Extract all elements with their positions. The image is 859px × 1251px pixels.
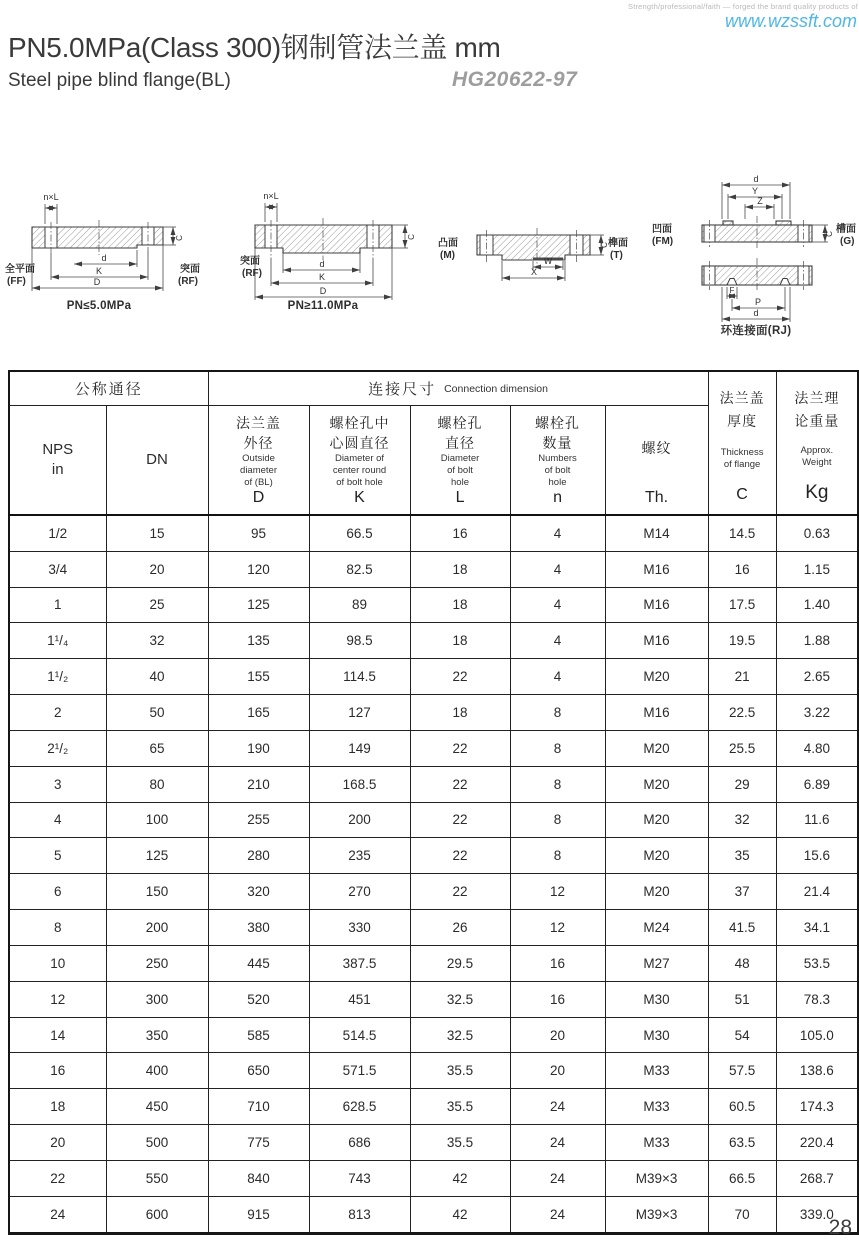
table-cell: 25 xyxy=(106,587,208,623)
table-cell: 25.5 xyxy=(708,730,776,766)
face-label-m-cn: 凸面 xyxy=(438,238,458,249)
table-cell: 400 xyxy=(106,1053,208,1089)
table-cell: 2 xyxy=(9,695,106,731)
table-row xyxy=(9,838,858,874)
dim-label-p: P xyxy=(754,297,762,307)
table-row xyxy=(9,1161,858,1197)
table-cell: 34.1 xyxy=(776,910,858,946)
table-cell: 8 xyxy=(510,695,605,731)
table-cell: 350 xyxy=(106,1017,208,1053)
dim-label-c: C xyxy=(825,231,834,237)
table-cell: 235 xyxy=(309,838,410,874)
dim-label-d-top: d xyxy=(753,174,759,184)
table-cell: 18 xyxy=(410,695,510,731)
table-cell: 4 xyxy=(510,551,605,587)
flange-dimension-table xyxy=(8,370,859,1235)
table-cell: 600 xyxy=(106,1196,208,1233)
table-cell: 6.89 xyxy=(776,766,858,802)
header-col-thread: 螺纹 Th. xyxy=(605,406,708,515)
table-cell: 200 xyxy=(106,910,208,946)
table-cell: 20 xyxy=(9,1125,106,1161)
table-cell: 35.5 xyxy=(410,1089,510,1125)
table-row xyxy=(9,1089,858,1125)
table-cell: 24 xyxy=(510,1125,605,1161)
face-label-g-code: (G) xyxy=(840,236,855,247)
table-cell: 255 xyxy=(208,802,309,838)
table-cell: 24 xyxy=(9,1196,106,1233)
dim-label-z: Z xyxy=(757,196,763,206)
table-row xyxy=(9,730,858,766)
face-label-rf-code: (RF) xyxy=(242,268,262,279)
table-cell: 24 xyxy=(510,1089,605,1125)
table-row xyxy=(9,1125,858,1161)
table-row xyxy=(9,766,858,802)
drawing-geometry xyxy=(32,204,176,291)
table-cell: 48 xyxy=(708,945,776,981)
table-cell: 80 xyxy=(106,766,208,802)
table-cell: 15 xyxy=(106,515,208,551)
table-cell: 10 xyxy=(9,945,106,981)
page-title: PN5.0MPa(Class 300)钢制管法兰盖 mm xyxy=(8,32,501,63)
table-cell: 268.7 xyxy=(776,1161,858,1197)
table-cell: 8 xyxy=(510,766,605,802)
table-cell: 18 xyxy=(9,1089,106,1125)
table-cell: M20 xyxy=(605,838,708,874)
table-cell: 24 xyxy=(510,1196,605,1233)
table-cell: M16 xyxy=(605,587,708,623)
table-cell: 168.5 xyxy=(309,766,410,802)
brand-slogan: Strength/professional/faith — forged the brand quality products of xyxy=(628,2,858,11)
table-cell: 451 xyxy=(309,981,410,1017)
table-row xyxy=(9,945,858,981)
table-cell: 4 xyxy=(9,802,106,838)
table-cell: 127 xyxy=(309,695,410,731)
table-cell: 42 xyxy=(410,1161,510,1197)
table-cell: M16 xyxy=(605,551,708,587)
table-cell: 4 xyxy=(510,623,605,659)
page-subtitle: Steel pipe blind flange(BL) xyxy=(8,70,231,91)
table-cell: M16 xyxy=(605,623,708,659)
table-cell: 650 xyxy=(208,1053,309,1089)
table-cell: 775 xyxy=(208,1125,309,1161)
dim-label-c: C xyxy=(407,234,416,240)
dim-label-d: d xyxy=(101,253,107,263)
table-cell: 32.5 xyxy=(410,1017,510,1053)
dim-label-w: W xyxy=(543,256,553,266)
table-cell: 190 xyxy=(208,730,309,766)
header-col-thickness: 法兰盖 厚度 Thickness of flange C xyxy=(708,371,776,515)
header-col-K: 螺栓孔中 心圆直径 Diameter of center round of bolt hole K xyxy=(309,406,410,515)
table-cell: 149 xyxy=(309,730,410,766)
table-cell: 78.3 xyxy=(776,981,858,1017)
table-cell: 35 xyxy=(708,838,776,874)
table-cell: 165 xyxy=(208,695,309,731)
table-row xyxy=(9,623,858,659)
drawing-flange-fm-g-rj xyxy=(652,174,859,352)
table-cell: M27 xyxy=(605,945,708,981)
face-label-rf-cn: 突面 xyxy=(180,264,200,275)
face-label-rf-code: (RF) xyxy=(178,276,198,287)
table-cell: 22 xyxy=(410,730,510,766)
table-row xyxy=(9,1053,858,1089)
table-cell: 57.5 xyxy=(708,1053,776,1089)
table-cell: 3.22 xyxy=(776,695,858,731)
table-cell: 1 xyxy=(9,587,106,623)
table-cell: 1.88 xyxy=(776,623,858,659)
table-cell: 4.80 xyxy=(776,730,858,766)
table-cell: 15.6 xyxy=(776,838,858,874)
table-row xyxy=(9,802,858,838)
table-cell: 114.5 xyxy=(309,659,410,695)
dim-label-nxl: n×L xyxy=(263,191,279,201)
table-cell: 1¹/₂ xyxy=(9,659,106,695)
table-cell: 54 xyxy=(708,1017,776,1053)
dim-label-dd: D xyxy=(93,277,101,287)
table-cell: 210 xyxy=(208,766,309,802)
table-cell: 135 xyxy=(208,623,309,659)
dim-label-d: d xyxy=(319,259,325,269)
table-cell: 11.6 xyxy=(776,802,858,838)
face-label-g-cn: 槽面 xyxy=(836,224,856,235)
table-cell: 4 xyxy=(510,587,605,623)
table-cell: 32 xyxy=(106,623,208,659)
table-cell: M33 xyxy=(605,1089,708,1125)
dim-label-c: C xyxy=(175,235,184,241)
table-cell: 12 xyxy=(510,910,605,946)
table-row xyxy=(9,551,858,587)
table-cell: 174.3 xyxy=(776,1089,858,1125)
dim-label-nxl: n×L xyxy=(43,192,59,202)
table-cell: 95 xyxy=(208,515,309,551)
table-cell: 40 xyxy=(106,659,208,695)
table-cell: 20 xyxy=(510,1053,605,1089)
header-col-D: 法兰盖 外径 Outside diameter of (BL) D xyxy=(208,406,309,515)
table-cell: 89 xyxy=(309,587,410,623)
table-cell: 250 xyxy=(106,945,208,981)
table-cell: 320 xyxy=(208,874,309,910)
standard-number: HG20622-97 xyxy=(452,68,578,91)
drawing-flange-ff-rf xyxy=(4,180,216,345)
face-label-t-cn: 榫面 xyxy=(608,238,628,249)
header-connection-dimension: 连接尺寸 Connection dimension xyxy=(208,371,708,406)
table-cell: 29.5 xyxy=(410,945,510,981)
table-cell: 550 xyxy=(106,1161,208,1197)
table-cell: 1.15 xyxy=(776,551,858,587)
website-link[interactable]: www.wzssft.com xyxy=(724,11,857,31)
table-cell: 18 xyxy=(410,623,510,659)
table-cell: 17.5 xyxy=(708,587,776,623)
table-cell: 66.5 xyxy=(309,515,410,551)
table-cell: 98.5 xyxy=(309,623,410,659)
table-cell: 125 xyxy=(106,838,208,874)
table-cell: 50 xyxy=(106,695,208,731)
table-cell: 1/2 xyxy=(9,515,106,551)
figure-caption-pn5: PN≤5.0MPa xyxy=(66,300,132,312)
table-cell: 19.5 xyxy=(708,623,776,659)
table-cell: 20 xyxy=(106,551,208,587)
table-cell: M16 xyxy=(605,695,708,731)
table-cell: 29 xyxy=(708,766,776,802)
table-cell: 8 xyxy=(510,802,605,838)
table-body xyxy=(9,515,858,1233)
table-cell: 37 xyxy=(708,874,776,910)
table-cell: 2¹/₂ xyxy=(9,730,106,766)
table-cell: 125 xyxy=(208,587,309,623)
drawing-geometry xyxy=(255,203,408,300)
table-cell: 520 xyxy=(208,981,309,1017)
figure-caption-pn11: PN≥11.0MPa xyxy=(287,300,359,312)
table-cell: 22 xyxy=(410,659,510,695)
table-row xyxy=(9,910,858,946)
table-cell: 8 xyxy=(510,730,605,766)
table-cell: 35.5 xyxy=(410,1125,510,1161)
table-cell: 63.5 xyxy=(708,1125,776,1161)
table-cell: 66.5 xyxy=(708,1161,776,1197)
table-cell: 840 xyxy=(208,1161,309,1197)
table-cell: 387.5 xyxy=(309,945,410,981)
table-cell: 380 xyxy=(208,910,309,946)
table-cell: M33 xyxy=(605,1125,708,1161)
table-cell: M14 xyxy=(605,515,708,551)
table-row xyxy=(9,981,858,1017)
table-cell: 16 xyxy=(410,515,510,551)
table-row xyxy=(9,515,858,551)
table-cell: 22 xyxy=(410,874,510,910)
table-cell: M20 xyxy=(605,802,708,838)
table-row xyxy=(9,1196,858,1233)
table-cell: 813 xyxy=(309,1196,410,1233)
table-cell: 514.5 xyxy=(309,1017,410,1053)
table-cell: M20 xyxy=(605,766,708,802)
table-cell: M30 xyxy=(605,981,708,1017)
table-cell: 150 xyxy=(106,874,208,910)
dim-label-f: F xyxy=(729,286,735,295)
table-cell: M39×3 xyxy=(605,1196,708,1233)
drawing-geometry xyxy=(477,228,604,281)
table-cell: 16 xyxy=(9,1053,106,1089)
dim-label-k: K xyxy=(318,272,326,282)
table-cell: 1.40 xyxy=(776,587,858,623)
table-cell: 138.6 xyxy=(776,1053,858,1089)
dim-label-dd: D xyxy=(319,286,327,296)
table-cell: 585 xyxy=(208,1017,309,1053)
table-cell: 200 xyxy=(309,802,410,838)
table-cell: 32.5 xyxy=(410,981,510,1017)
table-cell: 120 xyxy=(208,551,309,587)
table-cell: 20 xyxy=(510,1017,605,1053)
face-label-fm-cn: 凹面 xyxy=(652,224,672,235)
table-cell: 65 xyxy=(106,730,208,766)
table-row xyxy=(9,695,858,731)
table-cell: 3 xyxy=(9,766,106,802)
table-cell: 5 xyxy=(9,838,106,874)
table-cell: 22 xyxy=(410,802,510,838)
table-cell: 710 xyxy=(208,1089,309,1125)
table-cell: 18 xyxy=(410,551,510,587)
table-cell: M20 xyxy=(605,874,708,910)
table-cell: 280 xyxy=(208,838,309,874)
header-col-n: 螺栓孔 数量 Numbers of bolt hole n xyxy=(510,406,605,515)
table-cell: 6 xyxy=(9,874,106,910)
dim-label-c: C xyxy=(600,242,609,248)
table-cell: 1¹/₄ xyxy=(9,623,106,659)
face-label-m-code: (M) xyxy=(440,250,455,261)
face-label-fm-code: (FM) xyxy=(652,236,674,247)
table-cell: 26 xyxy=(410,910,510,946)
table-cell: 42 xyxy=(410,1196,510,1233)
face-label-ff-code: (FF) xyxy=(7,276,26,287)
header-col-dn: DN xyxy=(106,406,208,515)
table-cell: 22 xyxy=(410,766,510,802)
dim-label-x: X xyxy=(530,267,538,277)
page-number: 28 xyxy=(828,1216,852,1239)
table-cell: 16 xyxy=(510,981,605,1017)
drawing-geometry xyxy=(702,182,828,322)
dim-label-y: Y xyxy=(751,186,759,196)
table-row xyxy=(9,659,858,695)
table-cell: 24 xyxy=(510,1161,605,1197)
table-cell: 41.5 xyxy=(708,910,776,946)
table-cell: 70 xyxy=(708,1196,776,1233)
technical-drawings xyxy=(0,174,859,366)
table-cell: 22.5 xyxy=(708,695,776,731)
table-cell: 330 xyxy=(309,910,410,946)
table-cell: 500 xyxy=(106,1125,208,1161)
face-label-t-code: (T) xyxy=(610,250,623,261)
table-cell: 0.63 xyxy=(776,515,858,551)
table-cell: 22 xyxy=(9,1161,106,1197)
table-row xyxy=(9,874,858,910)
table-cell: 3/4 xyxy=(9,551,106,587)
table-cell: 32 xyxy=(708,802,776,838)
table-cell: M33 xyxy=(605,1053,708,1089)
header-nominal-diameter: 公称通径 xyxy=(9,371,208,406)
table-cell: M39×3 xyxy=(605,1161,708,1197)
table-cell: 4 xyxy=(510,515,605,551)
table-cell: 4 xyxy=(510,659,605,695)
table-cell: 220.4 xyxy=(776,1125,858,1161)
face-label-rf-cn: 突面 xyxy=(240,256,260,267)
table-cell: 628.5 xyxy=(309,1089,410,1125)
table-row xyxy=(9,587,858,623)
table-cell: 571.5 xyxy=(309,1053,410,1089)
table-cell: 21.4 xyxy=(776,874,858,910)
table-cell: 100 xyxy=(106,802,208,838)
table-cell: 53.5 xyxy=(776,945,858,981)
figure-caption-rj: 环连接面(RJ) xyxy=(720,325,792,337)
table-cell: 22 xyxy=(410,838,510,874)
table-cell: M24 xyxy=(605,910,708,946)
table-cell: 270 xyxy=(309,874,410,910)
header-col-nps: NPS in xyxy=(9,406,106,515)
table-cell: 339.0 xyxy=(776,1196,858,1233)
dim-label-d-bottom: d xyxy=(753,308,759,318)
table-cell: 14 xyxy=(9,1017,106,1053)
table-cell: 450 xyxy=(106,1089,208,1125)
dim-label-k: K xyxy=(95,266,103,276)
table-cell: 21 xyxy=(708,659,776,695)
header-col-L: 螺栓孔 直径 Diameter of bolt hole L xyxy=(410,406,510,515)
table-cell: 82.5 xyxy=(309,551,410,587)
face-label-ff-cn: 全平面 xyxy=(5,264,35,275)
table-cell: 8 xyxy=(510,838,605,874)
drawing-flange-m-t xyxy=(438,180,628,345)
table-cell: 12 xyxy=(510,874,605,910)
table-cell: 155 xyxy=(208,659,309,695)
table-cell: 915 xyxy=(208,1196,309,1233)
table-cell: 60.5 xyxy=(708,1089,776,1125)
table-cell: 686 xyxy=(309,1125,410,1161)
table-cell: 743 xyxy=(309,1161,410,1197)
table-cell: 35.5 xyxy=(410,1053,510,1089)
table-row xyxy=(9,1017,858,1053)
table-cell: 51 xyxy=(708,981,776,1017)
drawing-flange-rf-high xyxy=(240,180,445,345)
table-cell: 2.65 xyxy=(776,659,858,695)
table-cell: 105.0 xyxy=(776,1017,858,1053)
table-cell: 18 xyxy=(410,587,510,623)
table-cell: 16 xyxy=(708,551,776,587)
table-cell: M30 xyxy=(605,1017,708,1053)
table-cell: 300 xyxy=(106,981,208,1017)
table-cell: M20 xyxy=(605,659,708,695)
table-cell: 14.5 xyxy=(708,515,776,551)
table-cell: 12 xyxy=(9,981,106,1017)
table-cell: M20 xyxy=(605,730,708,766)
table-cell: 8 xyxy=(9,910,106,946)
table-cell: 445 xyxy=(208,945,309,981)
header-col-weight: 法兰理 论重量 Approx. Weight Kg xyxy=(776,371,858,515)
table-cell: 16 xyxy=(510,945,605,981)
